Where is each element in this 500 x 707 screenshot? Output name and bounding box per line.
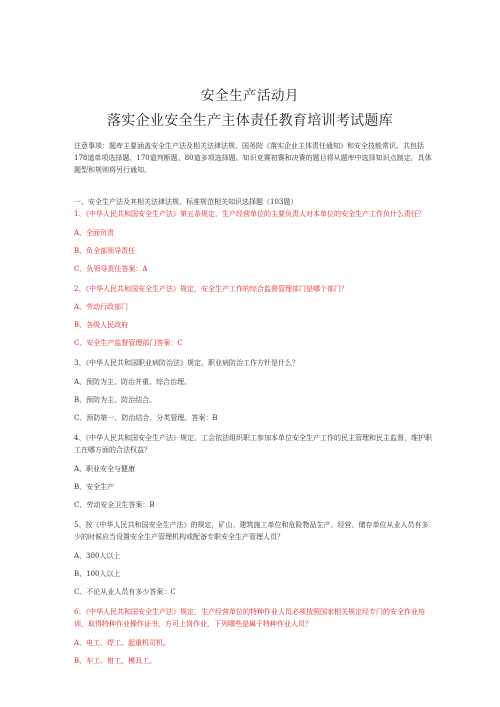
- question-item: [74, 357, 434, 424]
- question-item: [74, 606, 434, 667]
- question-item: [74, 208, 434, 275]
- question-text: 5、按《中华人民共和国安全生产法》的规定，矿山、建筑施工单位和危险物品生产、经营、储存单位从业人员有多少的时候应当设置安全生产管理机构或配备专职安全生产管理人员？: [74, 520, 429, 541]
- question-item: [74, 283, 434, 350]
- answer-option: C、劳动安全卫生答案：B: [74, 500, 155, 509]
- answer-option: A、劳动行政部门: [74, 303, 129, 311]
- answer-option: A、预防为主、防治并重、综合治理。: [74, 377, 192, 386]
- question-list: [74, 196, 434, 667]
- answer-option: C、安全生产监督管理部门答案：C: [74, 339, 183, 347]
- question-text: 2、《中华人民共和国安全生产法》规定，安全生产工作的综合监督管理部门是哪个部门？: [74, 284, 348, 293]
- question-text: 1、《中华人民共和国安全生产法》第五条规定，生产经营单位的主要负责人对本单位的安全生产工作负什么责任？: [74, 210, 425, 218]
- answer-option: C、预防第一、防治结合、分类管理。答案：B: [74, 413, 218, 422]
- answer-option: A、职业安全与健康: [74, 464, 136, 473]
- answer-option: C、负领导责任答案：A: [74, 264, 148, 273]
- intro-notice: 注意事项：题库主要涵盖安全生产法及相关法律法规、国务院《落实企业主体责任通知》和安全技能常识。共包括178道单项选择题、170道判断题、80道多项选择题。知识竞赛初赛和决赛的题目将从题库中选择知识点制定，具体题型和规则将另行通知。: [74, 142, 432, 174]
- questions-container: [74, 208, 434, 667]
- answer-option: B、各级人民政府: [74, 321, 129, 329]
- section-heading: 一、安全生产法及其相关法律法规、标准规范相关知识选择题（103题）: [74, 198, 298, 206]
- answer-option: A、300人以上: [74, 551, 121, 560]
- question-item: [74, 432, 434, 511]
- question-item: [74, 519, 434, 598]
- answer-option: B、预防为主、防治结合。: [74, 395, 157, 404]
- answer-option: B、负全部领导责任: [74, 246, 136, 255]
- question-text: 4、《中华人民共和国安全生产法》规定，工会依法组织职工参加本单位安全生产工作的民主管理和民主监督，维护职工在哪方面的合法权益？: [74, 433, 432, 454]
- question-text: 3、《中华人民共和国职业病防治法》规定，职业病防治工作方针是什么？: [74, 359, 299, 367]
- document-subtitle: 落实企业安全生产主体责任教育培训考试题库: [107, 113, 393, 129]
- answer-option: B、车工、钳工、模具工。: [74, 656, 157, 665]
- answer-option: C、不论从业人员有多少答案：C: [74, 587, 176, 596]
- answer-option: B、安全生产: [74, 482, 115, 491]
- answer-option: A、电工、焊工、起重机司机。: [74, 638, 171, 647]
- answer-option: B、100人以上: [74, 569, 121, 578]
- document-title: 安全生产活动月: [201, 88, 299, 104]
- answer-option: A、全面负责: [74, 228, 115, 237]
- question-text: 6、《中华人民共和国安全生产法》规定，生产经营单位的特种作业人员必须按照国家相关规定经专门的安全作业培训，取得特种作业操作证书，方可上岗作业，下列哪些是属于特种作业人员？: [74, 607, 425, 628]
